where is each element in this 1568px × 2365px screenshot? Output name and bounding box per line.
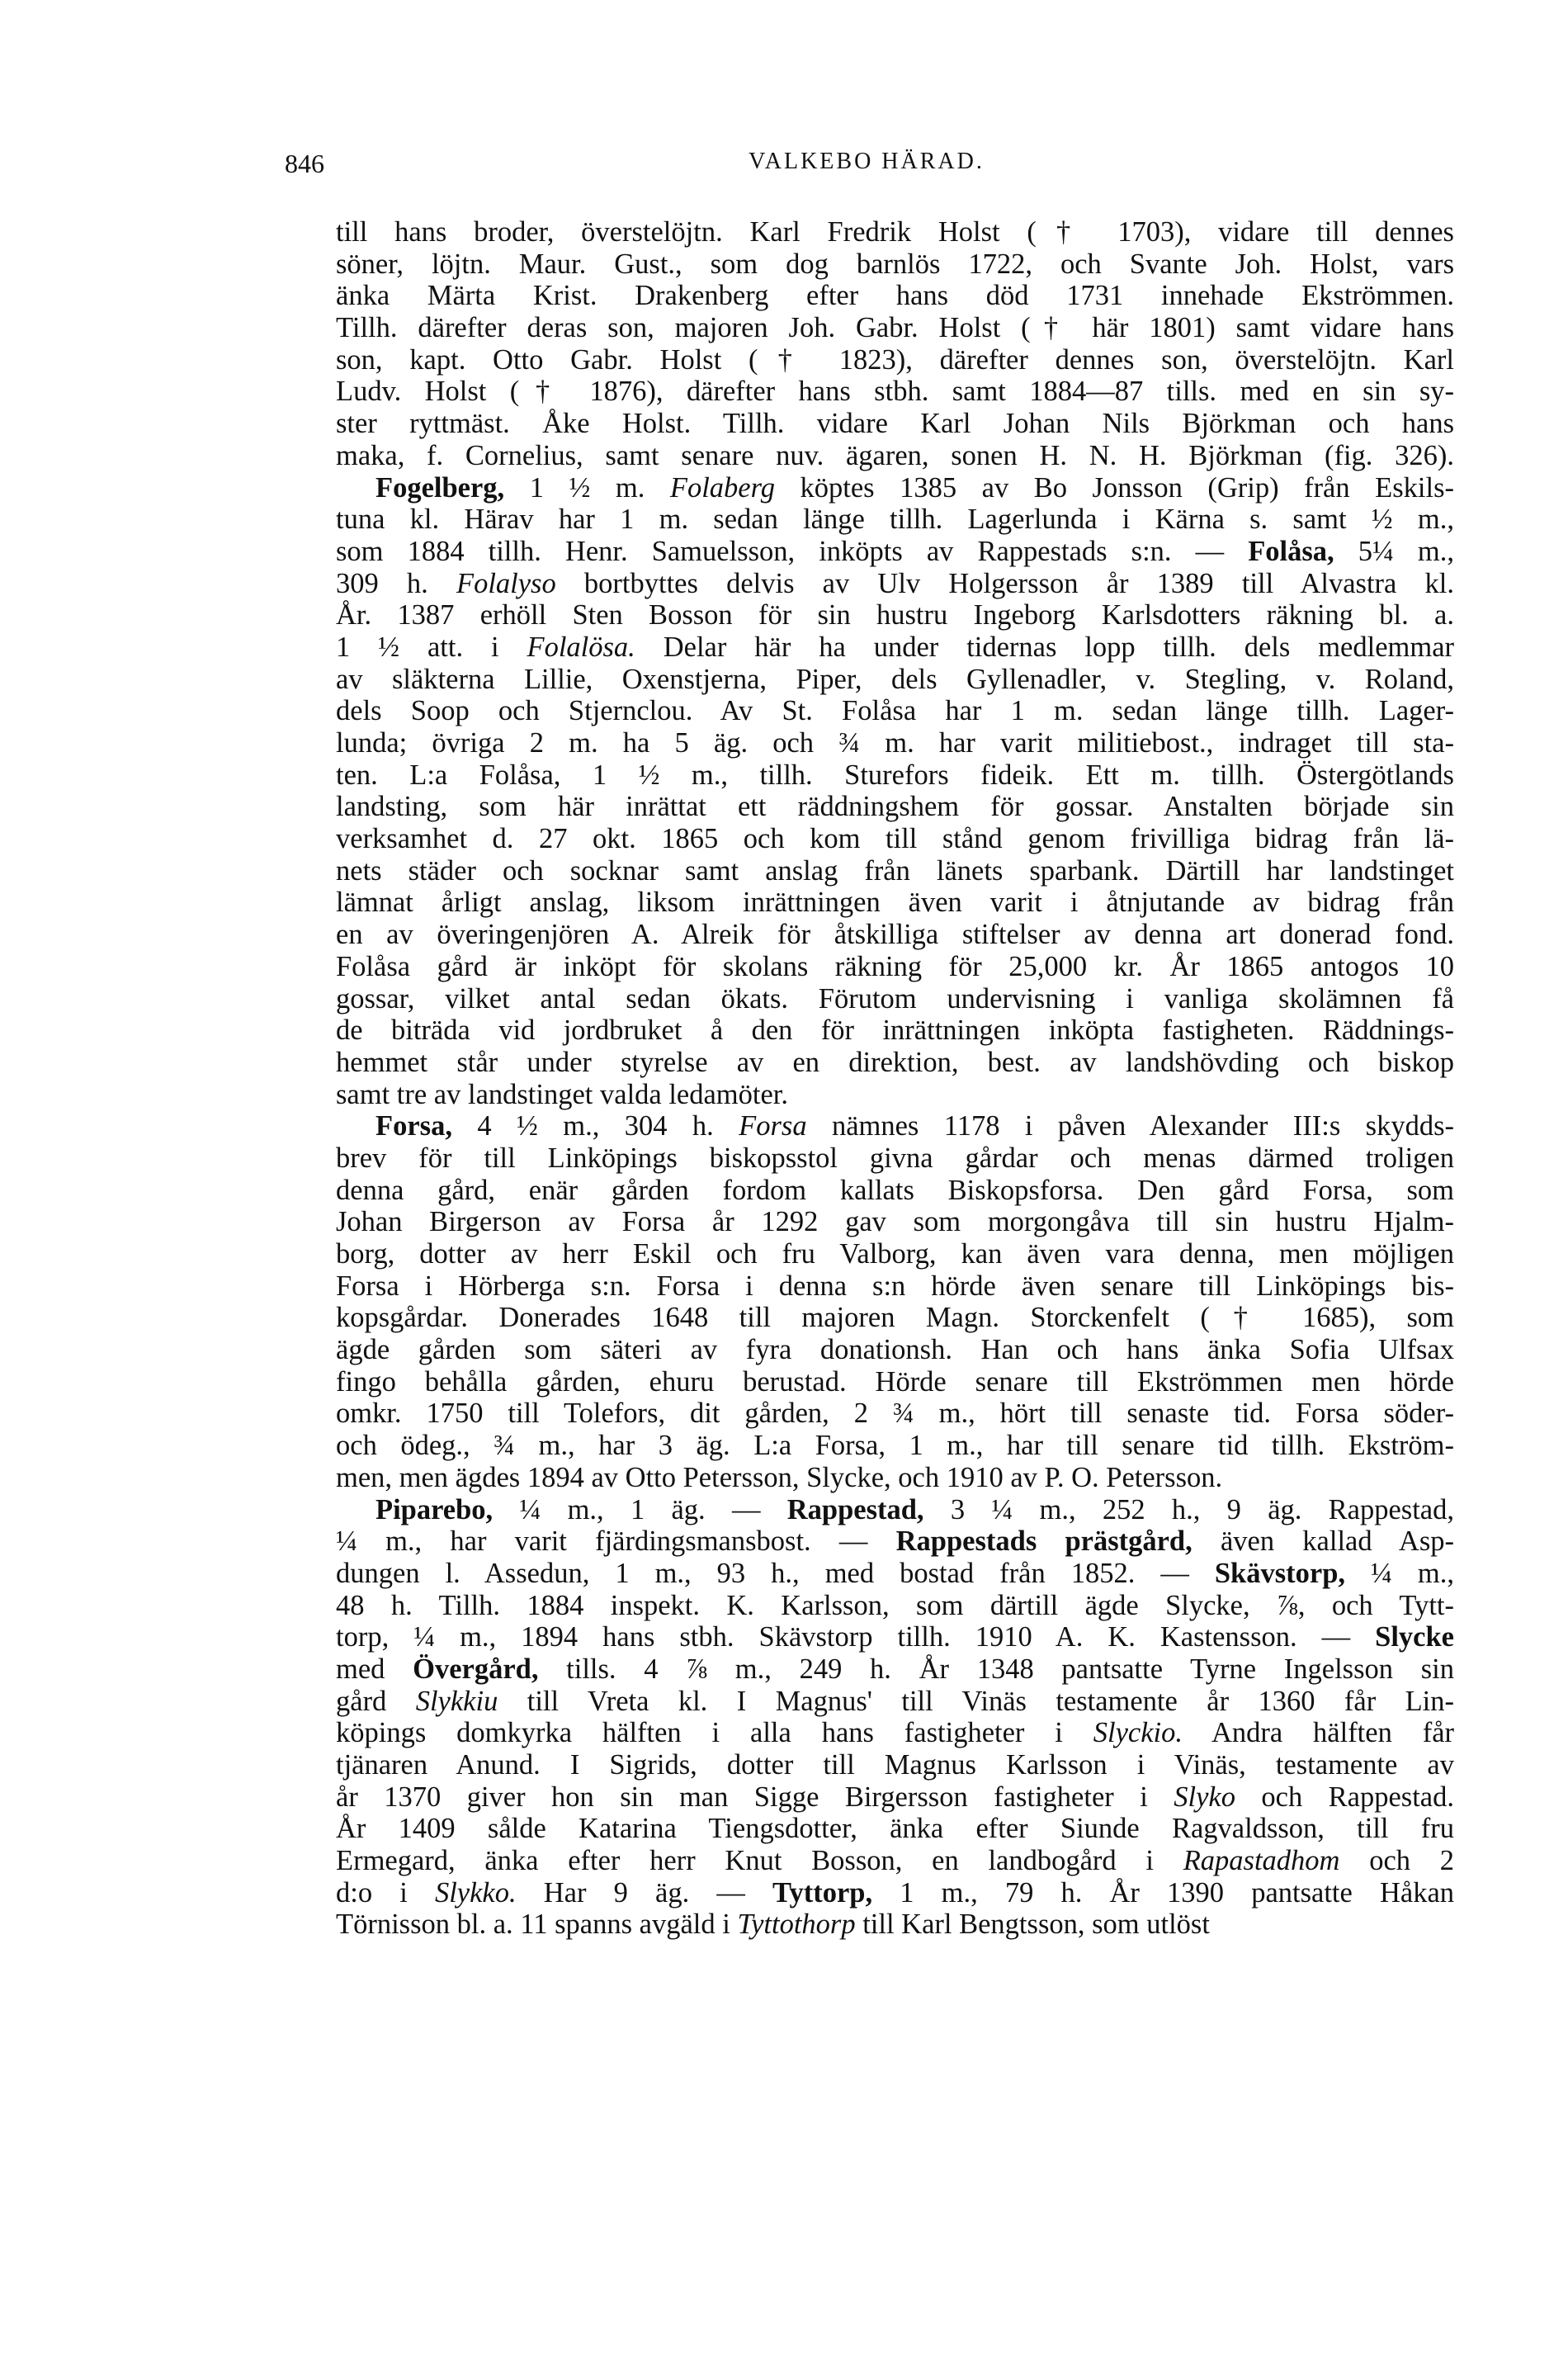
text-line [336, 1590, 1454, 1622]
text-run: 1 m., 79 h. År 1390 pantsatte Håkan [872, 1876, 1455, 1909]
entry-heading: Piparebo, [375, 1493, 494, 1525]
entry-heading: Forsa, [375, 1110, 452, 1142]
text-run: 1 ½ m. [504, 471, 670, 504]
text-line [336, 344, 1454, 376]
entry-heading: Rappestad, [786, 1493, 924, 1525]
text-line [336, 472, 1454, 504]
text-run: denna gård, enär gården fordom kallats Biskopsforsa. Den gård Forsa, som [336, 1174, 1454, 1206]
text-run: lämnat årligt anslag, liksom inrättningen även varit i åtnjutande av bidrag från [336, 887, 1454, 919]
text-line [336, 1302, 1454, 1334]
text-line [336, 1494, 1454, 1526]
text-run: ster ryttmäst. Åke Holst. Tillh. vidare Karl Johan Nils Björkman och hans [336, 408, 1454, 440]
text-run: nämnes 1178 i påven Alexander III:s skydds- [806, 1110, 1454, 1142]
text-run: 3 ¼ m., 252 h., 9 äg. Rappestad, [923, 1493, 1454, 1525]
text-line [336, 1270, 1454, 1303]
historic-name: Rapastadhom [1183, 1845, 1340, 1877]
text-line [336, 1238, 1454, 1270]
text-run: med [336, 1653, 413, 1685]
text-run: Folåsa gård är inköpt för skolans räkning för 25,000 kr. År 1865 antogos 10 [336, 950, 1454, 982]
text-run: torp, ¼ m., 1894 hans stbh. Skävstorp tillh. 1910 A. K. Kastensson. — [336, 1621, 1376, 1653]
text-run: Ermegard, änka efter herr Knut Bosson, en landbogård i [336, 1845, 1183, 1877]
text-run: samt tre av landstinget valda ledamöter. [336, 1078, 788, 1110]
text-run: änka Märta Krist. Drakenberg efter hans död 1731 innehade Ekströmmen. [336, 280, 1454, 312]
text-run: Har 9 äg. — [516, 1876, 773, 1909]
entry-heading: Tyttorp, [772, 1876, 873, 1909]
text-line [336, 280, 1454, 312]
historic-name: Folalösa. [527, 631, 635, 663]
text-run: år 1370 giver hon sin man Sigge Birgersson fastigheter i [336, 1781, 1174, 1813]
text-run: och 2 [1339, 1845, 1454, 1877]
text-line [336, 1366, 1454, 1398]
text-line [336, 248, 1454, 281]
body-text [336, 216, 1454, 1941]
text-line [336, 1653, 1454, 1686]
text-line [336, 536, 1454, 568]
page-header [285, 149, 1448, 190]
text-run: lunda; övriga 2 m. ha 5 äg. och ¾ m. har varit militiebost., indraget till sta- [336, 727, 1454, 759]
text-run: verksamhet d. 27 okt. 1865 och kom till stånd genom frivilliga bidrag från lä- [336, 823, 1454, 855]
text-run: nets städer och socknar samt anslag från länets sparbank. Därtill har landstinget [336, 854, 1454, 887]
historic-name: Folalyso [456, 567, 556, 599]
entry-heading: Rappestads prästgård, [895, 1525, 1193, 1558]
text-run: 5¼ m., [1334, 535, 1454, 567]
text-run: och ödeg., ¾ m., har 3 äg. L:a Forsa, 1 m., har till senare tid tillh. Ekström- [336, 1430, 1454, 1462]
text-line [336, 1717, 1454, 1749]
text-line [336, 1206, 1454, 1238]
running-title: VALKEBO HÄRAD. [749, 149, 985, 174]
text-run: maka, f. Cornelius, samt senare nuv. ägaren, sonen H. N. H. Björkman (fig. 326). [336, 439, 1454, 471]
text-line [336, 695, 1454, 727]
text-line [336, 1047, 1454, 1079]
text-run: År. 1387 erhöll Sten Bosson för sin hustru Ingeborg Karlsdotters räkning bl. a. [336, 599, 1454, 631]
text-line [336, 1621, 1454, 1653]
entry-heading: Folåsa, [1248, 535, 1334, 567]
text-line [336, 664, 1454, 696]
text-run: och Rappestad. [1235, 1781, 1454, 1813]
text-run: son, kapt. Otto Gabr. Holst († 1823), därefter dennes son, överstelöjtn. Karl [336, 343, 1454, 376]
text-run: hemmet står under styrelse av en direktion, best. av landshövding och biskop [336, 1046, 1454, 1078]
text-line [336, 791, 1454, 823]
text-line [336, 1142, 1454, 1175]
text-run: bortbyttes delvis av Ulv Holgersson år 1389 till Alvastra kl. [555, 567, 1455, 599]
text-line [336, 1781, 1454, 1814]
entry-heading: Övergård, [413, 1653, 539, 1685]
historic-name: Folaberg [669, 471, 775, 504]
text-line [336, 951, 1454, 983]
historic-name: Forsa [739, 1110, 807, 1142]
text-line [336, 1749, 1454, 1781]
entry-heading: Skävstorp, [1214, 1557, 1346, 1589]
text-line [336, 631, 1454, 664]
text-line [336, 1398, 1454, 1430]
historic-name: Slyko [1174, 1781, 1235, 1813]
text-run: dungen l. Assedun, 1 m., 93 h., med bostad från 1852. — [336, 1557, 1215, 1589]
historic-name: Slykkiu [415, 1685, 498, 1717]
text-run: ¼ m., 1 äg. — [493, 1493, 787, 1525]
text-run: köpings domkyrka hälften i alla hans fastigheter i [336, 1717, 1093, 1749]
text-run: söner, löjtn. Maur. Gust., som dog barnlös 1722, och Svante Joh. Holst, vars [336, 248, 1454, 280]
text-run: till Karl Bengtsson, som utlöst [855, 1909, 1210, 1941]
text-line [336, 1015, 1454, 1047]
text-line [336, 1525, 1454, 1558]
text-line [336, 216, 1454, 248]
text-line [336, 568, 1454, 600]
text-run: 4 ½ m., 304 h. [451, 1110, 739, 1142]
text-run: brev för till Linköpings biskopsstol givna gårdar och menas därmed troligen [336, 1142, 1454, 1174]
text-run: omkr. 1750 till Tolefors, dit gården, 2 ¾ m., hört till senaste tid. Forsa söder- [336, 1398, 1454, 1430]
historic-name: Slykko. [434, 1876, 517, 1909]
text-run: gård [336, 1685, 416, 1717]
text-run: ¼ m., har varit fjärdingsmansbost. — [336, 1525, 896, 1558]
text-run: även kallad Asp- [1192, 1525, 1454, 1558]
text-run: gossar, vilket antal sedan ökats. Förutom undervisning i vanliga skolämnen få [336, 982, 1454, 1015]
text-line [336, 1877, 1454, 1909]
text-run: av släkterna Lillie, Oxenstjerna, Piper, dels Gyllenadler, v. Stegling, v. Roland, [336, 663, 1454, 695]
text-run: Törnisson bl. a. 11 spanns avgäld i [336, 1909, 738, 1941]
text-run: ¼ m., [1345, 1557, 1455, 1589]
text-line [336, 1430, 1454, 1462]
text-run: de biträda vid jordbruket å den för inrättningen inköpta fastigheten. Räddnings- [336, 1015, 1454, 1047]
text-run: till hans broder, överstelöjtn. Karl Fredrik Holst († 1703), vidare till dennes [336, 216, 1454, 248]
text-run: År 1409 sålde Katarina Tiengsdotter, änka efter Siunde Ragvaldsson, till fru [336, 1813, 1454, 1845]
text-run: tjänaren Anund. I Sigrids, dotter till Magnus Karlsson i Vinäs, testamente av [336, 1749, 1454, 1781]
text-run: Forsa i Hörberga s:n. Forsa i denna s:n hörde även senare till Linköpings bis- [336, 1270, 1454, 1302]
entry-heading: Fogelberg, [375, 471, 505, 504]
text-line [336, 312, 1454, 344]
text-run: Delar här ha under tidernas lopp tillh. dels medlemmar [635, 631, 1454, 663]
text-line [336, 1845, 1454, 1877]
text-line [336, 1558, 1454, 1590]
text-line [336, 855, 1454, 887]
text-line [336, 1079, 1454, 1111]
historic-name: Tyttothorp [737, 1909, 856, 1941]
text-line [336, 599, 1454, 631]
text-run: som 1884 tillh. Henr. Samuelsson, inköpts av Rappestads s:n. — [336, 535, 1249, 567]
text-line [336, 1686, 1454, 1718]
text-run: 1 ½ att. i [336, 631, 527, 663]
text-line [336, 1462, 1454, 1494]
text-run: ägde gården som säteri av fyra donationsh. Han och hans änka Sofia Ulfsax [336, 1334, 1454, 1366]
text-line [336, 1110, 1454, 1142]
text-run: kopsgårdar. Donerades 1648 till majoren Magn. Storckenfelt († 1685), som [336, 1302, 1454, 1334]
text-line [336, 440, 1454, 472]
text-line [336, 1813, 1454, 1845]
text-run: tills. 4 ⅞ m., 249 h. År 1348 pantsatte Tyrne Ingelsson sin [538, 1653, 1454, 1685]
text-run: 48 h. Tillh. 1884 inspekt. K. Karlsson, som därtill ägde Slycke, ⅞, och Tytt- [336, 1589, 1454, 1621]
text-run: men, men ägdes 1894 av Otto Petersson, Slycke, och 1910 av P. O. Petersson. [336, 1461, 1223, 1493]
text-run: d:o i [336, 1876, 435, 1909]
text-line [336, 376, 1454, 408]
text-run: Andra hälften får [1182, 1717, 1454, 1749]
text-line [336, 504, 1454, 536]
text-run: en av överingenjören A. Alreik för åtskilliga stiftelser av denna art donerad fond. [336, 919, 1454, 951]
text-line [336, 759, 1454, 792]
text-line [336, 408, 1454, 440]
page-number: 846 [285, 149, 324, 178]
text-run: tuna kl. Härav har 1 m. sedan länge tillh. Lagerlunda i Kärna s. samt ½ m., [336, 504, 1454, 536]
text-line [336, 823, 1454, 855]
text-run: köptes 1385 av Bo Jonsson (Grip) från Eskils- [775, 471, 1454, 504]
text-run: borg, dotter av herr Eskil och fru Valborg, kan även vara denna, men möjligen [336, 1238, 1454, 1270]
entry-heading: Slycke [1375, 1621, 1454, 1653]
text-run: Johan Birgerson av Forsa år 1292 gav som morgongåva till sin hustru Hjalm- [336, 1206, 1454, 1238]
text-run: Tillh. därefter deras son, majoren Joh. Gabr. Holst († här 1801) samt vidare hans [336, 312, 1454, 344]
text-run: fingo behålla gården, ehuru berustad. Hörde senare till Ekströmmen men hörde [336, 1365, 1454, 1398]
text-line [336, 727, 1454, 759]
text-line [336, 1334, 1454, 1366]
text-line [336, 983, 1454, 1015]
text-run: 309 h. [336, 567, 456, 599]
text-run: landsting, som här inrättat ett räddningshem för gossar. Anstalten började sin [336, 791, 1454, 823]
text-line [336, 887, 1454, 919]
text-run: dels Soop och Stjernclou. Av St. Folåsa har 1 m. sedan länge tillh. Lager- [336, 695, 1454, 727]
text-run: Ludv. Holst († 1876), därefter hans stbh. samt 1884—87 tills. med en sin sy- [336, 376, 1454, 408]
text-run: till Vreta kl. I Magnus' till Vinäs testamente år 1360 får Lin- [498, 1685, 1454, 1717]
text-run: ten. L:a Folåsa, 1 ½ m., tillh. Sturefors fideik. Ett m. tillh. Östergötlands [336, 759, 1454, 791]
text-line [336, 1909, 1454, 1941]
historic-name: Slyckio. [1093, 1717, 1183, 1749]
text-line [336, 919, 1454, 951]
text-line [336, 1175, 1454, 1207]
